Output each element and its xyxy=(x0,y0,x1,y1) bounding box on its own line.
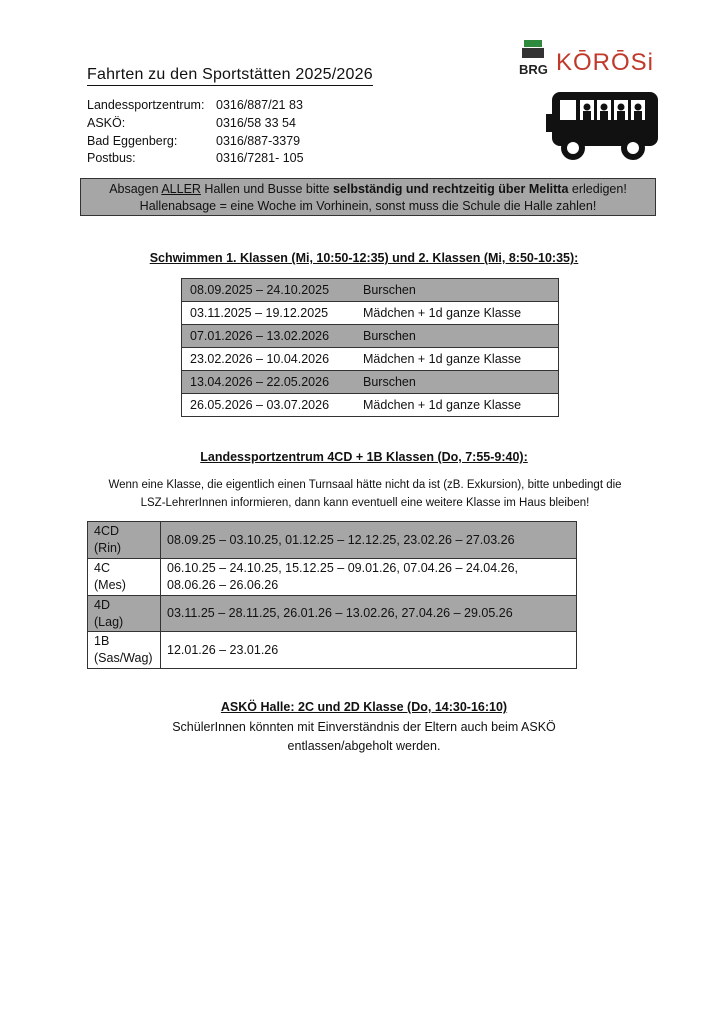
class-cell xyxy=(88,522,161,559)
table-row xyxy=(182,394,559,417)
bus-icon xyxy=(546,90,660,162)
teacher-code: (Lag) xyxy=(94,614,124,629)
teacher-code: (Sas/Wag) xyxy=(94,651,153,665)
table-row xyxy=(182,348,559,371)
lsz-heading-text: Landessportzentrum 4CD + 1B Klassen (Do, 7:55-9:40): xyxy=(200,450,528,464)
dates-cell xyxy=(161,559,577,596)
swim-dates: 23.02.2026 – 10.04.2026 xyxy=(182,348,356,371)
logo-dark-bar xyxy=(522,48,544,58)
asko-info-line: SchülerInnen könnten mit Einverständnis der Eltern auch beim ASKÖ xyxy=(172,720,556,734)
table-row xyxy=(182,325,559,348)
contact-phone: 0316/887-3379 xyxy=(216,133,301,148)
table-row xyxy=(88,559,577,596)
dates-line: 03.11.25 – 28.11.25, 26.01.26 – 13.02.26, 27.04.26 – 29.05.26 xyxy=(167,606,513,620)
contact-phone: 0316/58 33 54 xyxy=(216,115,296,130)
asko-heading-text: ASKÖ Halle: 2C und 2D Klasse (Do, 14:30-16:10) xyxy=(220,700,508,714)
notice-text: Hallen und Busse bitte xyxy=(200,182,333,196)
contact-row xyxy=(87,150,304,168)
swim-dates: 26.05.2026 – 03.07.2026 xyxy=(182,394,356,417)
dates-line: 08.06.26 – 26.06.26 xyxy=(167,578,279,592)
swim-dates: 13.04.2026 – 22.05.2026 xyxy=(182,371,356,394)
dates-line: 12.01.26 – 23.01.26 xyxy=(167,642,279,657)
logo-name-text: KŌRŌSi xyxy=(556,49,655,76)
asko-info xyxy=(0,718,728,756)
teacher-code: (Rin) xyxy=(94,541,122,555)
swim-group: Mädchen + 1d ganze Klasse xyxy=(355,348,559,371)
swimming-heading-text: Schwimmen 1. Klassen (Mi, 10:50-12:35) und 2. Klassen (Mi, 8:50-10:35): xyxy=(149,251,579,265)
class-name: 4D xyxy=(94,597,110,612)
contact-name: Bad Eggenberg: xyxy=(87,133,178,148)
dates-line: 08.09.25 – 03.10.25, 01.12.25 – 12.12.25, 23.02.26 – 27.03.26 xyxy=(167,532,515,547)
table-row xyxy=(182,371,559,394)
contact-row xyxy=(87,133,304,151)
contact-phone: 0316/887/21 83 xyxy=(216,98,303,112)
contact-phone: 0316/7281- 105 xyxy=(216,151,304,166)
dates-cell xyxy=(161,632,577,669)
dates-cell xyxy=(161,522,577,559)
lsz-table xyxy=(87,521,577,669)
class-name: 4C xyxy=(94,561,110,575)
dates-line: 06.10.25 – 24.10.25, 15.12.25 – 09.01.26, 07.04.26 – 24.04.26, xyxy=(167,561,519,575)
class-cell xyxy=(88,632,161,669)
logo-brg-text: BRG xyxy=(519,62,548,77)
lsz-info xyxy=(80,477,650,512)
contact-name: Landessportzentrum: xyxy=(87,98,205,112)
lsz-info-line: Wenn eine Klasse, die eigentlich einen Turnsaal hätte nicht da ist (zB. Exkursion), bitte unbedingt die xyxy=(108,479,622,491)
notice-bold: selbständig und rechtzeitig über Melitta xyxy=(332,182,569,196)
class-name: 4CD xyxy=(94,524,120,538)
teacher-code: (Mes) xyxy=(94,578,126,592)
notice-emphasis: ALLER xyxy=(161,182,201,196)
lsz-heading xyxy=(0,450,728,464)
contact-row xyxy=(87,115,304,133)
asko-heading xyxy=(0,700,728,714)
contact-name: ASKÖ: xyxy=(87,115,126,130)
lsz-info-line: LSZ-LehrerInnen informieren, dann kann eventuell eine weitere Klasse im Haus bleiben! xyxy=(140,496,590,509)
swim-dates: 08.09.2025 – 24.10.2025 xyxy=(182,279,356,302)
table-row xyxy=(88,632,577,669)
class-name: 1B xyxy=(94,634,110,648)
logo-green-bar xyxy=(524,40,542,47)
swim-group: Burschen xyxy=(355,325,559,348)
class-cell xyxy=(88,559,161,596)
table-row xyxy=(88,522,577,559)
swim-group: Burschen xyxy=(355,371,559,394)
contact-list xyxy=(87,97,304,168)
contact-row xyxy=(87,97,304,115)
swim-dates: 03.11.2025 – 19.12.2025 xyxy=(182,302,356,325)
swim-group: Mädchen + 1d ganze Klasse xyxy=(355,394,559,417)
swim-group: Burschen xyxy=(355,279,559,302)
swimming-table xyxy=(181,278,559,417)
school-logo xyxy=(518,40,660,90)
class-cell xyxy=(88,596,161,632)
notice-text: erledigen! xyxy=(568,182,627,196)
asko-info-line: entlassen/abgeholt werden. xyxy=(287,739,441,753)
contact-name: Postbus: xyxy=(87,151,136,166)
table-row xyxy=(182,279,559,302)
swimming-heading xyxy=(0,251,728,265)
swim-group: Mädchen + 1d ganze Klasse xyxy=(355,302,559,325)
page-title: Fahrten zu den Sportstätten 2025/2026 xyxy=(87,66,373,86)
dates-cell xyxy=(161,596,577,632)
swim-dates: 07.01.2026 – 13.02.2026 xyxy=(182,325,356,348)
cancellation-notice xyxy=(80,178,656,216)
table-row xyxy=(88,596,577,632)
table-row xyxy=(182,302,559,325)
notice-text: Absagen xyxy=(109,182,162,196)
notice-line-2: Hallenabsage = eine Woche im Vorhinein, sonst muss die Schule die Halle zahlen! xyxy=(139,199,597,213)
notice-line-1 xyxy=(81,181,655,198)
